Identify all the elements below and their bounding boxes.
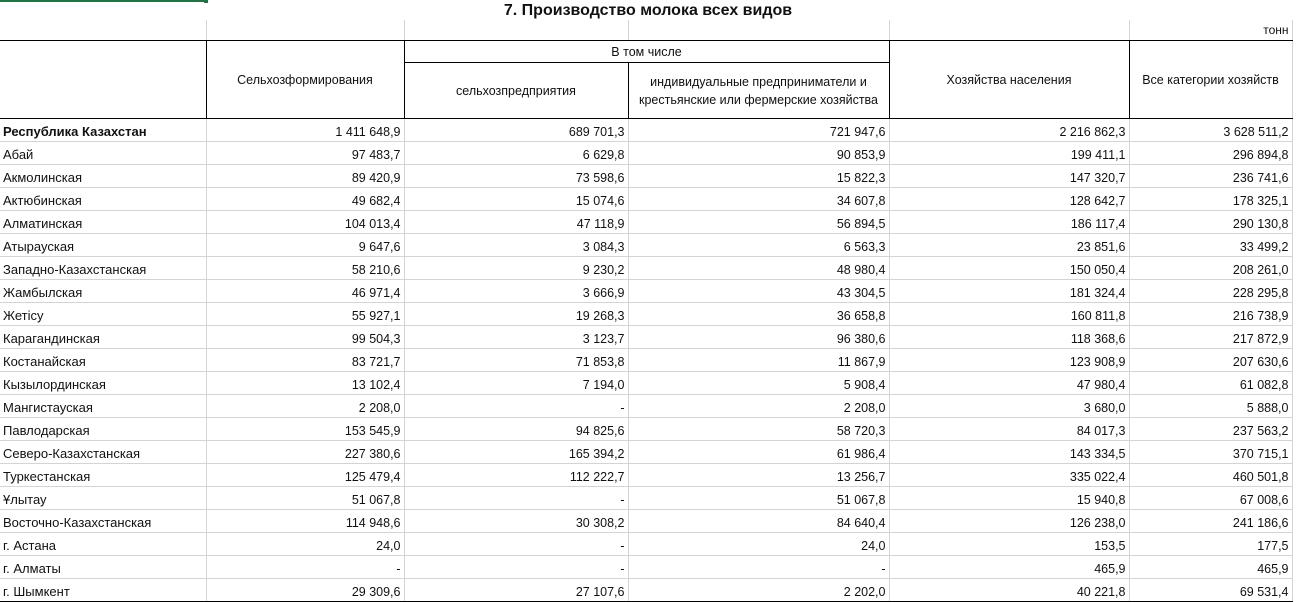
table-row	[0, 533, 1292, 556]
value-cell-agri-formations[interactable]: 29 309,6	[206, 579, 404, 602]
unit-label[interactable]: тонн	[1129, 20, 1292, 41]
value-cell-agri-enterprises[interactable]: 94 825,6	[404, 418, 628, 441]
value-cell-households[interactable]: 186 117,4	[889, 211, 1129, 234]
value-cell-all-categories[interactable]: 216 738,9	[1129, 303, 1292, 326]
region-name-cell[interactable]: Алматинская	[0, 211, 206, 234]
value-cell-all-categories[interactable]: 465,9	[1129, 556, 1292, 579]
empty-cell[interactable]	[0, 20, 206, 41]
table-row	[0, 326, 1292, 349]
region-name-cell[interactable]: Кызылординская	[0, 372, 206, 395]
region-name-cell[interactable]: Мангистауская	[0, 395, 206, 418]
unit-row	[0, 20, 1292, 41]
milk-production-table	[0, 20, 1293, 602]
value-cell-all-categories[interactable]: 290 130,8	[1129, 211, 1292, 234]
value-cell-agri-enterprises[interactable]: 71 853,8	[404, 349, 628, 372]
value-cell-households[interactable]: 15 940,8	[889, 487, 1129, 510]
value-cell-agri-formations[interactable]: 83 721,7	[206, 349, 404, 372]
value-cell-agri-formations[interactable]: 46 971,4	[206, 280, 404, 303]
table-row	[0, 142, 1292, 165]
value-cell-households[interactable]: 3 680,0	[889, 395, 1129, 418]
header-region[interactable]	[0, 41, 206, 119]
table-row	[0, 395, 1292, 418]
value-cell-households[interactable]: 47 980,4	[889, 372, 1129, 395]
value-cell-agri-formations[interactable]: 227 380,6	[206, 441, 404, 464]
table-row	[0, 234, 1292, 257]
value-cell-all-categories[interactable]: 228 295,8	[1129, 280, 1292, 303]
region-name-cell[interactable]: Ұлытау	[0, 487, 206, 510]
table-row	[0, 441, 1292, 464]
value-cell-agri-enterprises[interactable]: 73 598,6	[404, 165, 628, 188]
region-name-cell[interactable]: Абай	[0, 142, 206, 165]
value-cell-agri-enterprises[interactable]: -	[404, 533, 628, 556]
value-cell-all-categories[interactable]: 237 563,2	[1129, 418, 1292, 441]
table-row	[0, 165, 1292, 188]
region-name-cell[interactable]: Туркестанская	[0, 464, 206, 487]
empty-cell[interactable]	[404, 20, 628, 41]
value-cell-agri-formations[interactable]: 51 067,8	[206, 487, 404, 510]
value-cell-all-categories[interactable]: 296 894,8	[1129, 142, 1292, 165]
value-cell-agri-formations[interactable]: 49 682,4	[206, 188, 404, 211]
value-cell-individual-farms[interactable]: 61 986,4	[628, 441, 889, 464]
value-cell-agri-formations[interactable]: 55 927,1	[206, 303, 404, 326]
value-cell-individual-farms[interactable]: 5 908,4	[628, 372, 889, 395]
value-cell-households[interactable]: 23 851,6	[889, 234, 1129, 257]
table-row	[0, 188, 1292, 211]
value-cell-individual-farms[interactable]: 43 304,5	[628, 280, 889, 303]
value-cell-agri-enterprises[interactable]: -	[404, 556, 628, 579]
value-cell-agri-enterprises[interactable]: 3 123,7	[404, 326, 628, 349]
value-cell-agri-enterprises[interactable]: 7 194,0	[404, 372, 628, 395]
value-cell-agri-enterprises[interactable]: 15 074,6	[404, 188, 628, 211]
value-cell-individual-farms[interactable]: 721 947,6	[628, 119, 889, 142]
value-cell-agri-formations[interactable]: 24,0	[206, 533, 404, 556]
region-name-cell[interactable]: Республика Казахстан	[0, 119, 206, 142]
value-cell-individual-farms[interactable]: 90 853,9	[628, 142, 889, 165]
value-cell-agri-enterprises[interactable]: 165 394,2	[404, 441, 628, 464]
value-cell-agri-enterprises[interactable]: 3 084,3	[404, 234, 628, 257]
value-cell-households[interactable]: 335 022,4	[889, 464, 1129, 487]
value-cell-agri-formations[interactable]: 153 545,9	[206, 418, 404, 441]
value-cell-households[interactable]: 123 908,9	[889, 349, 1129, 372]
value-cell-agri-formations[interactable]: -	[206, 556, 404, 579]
region-name-cell[interactable]: Западно-Казахстанская	[0, 257, 206, 280]
value-cell-individual-farms[interactable]: 34 607,8	[628, 188, 889, 211]
value-cell-households[interactable]: 126 238,0	[889, 510, 1129, 533]
value-cell-households[interactable]: 160 811,8	[889, 303, 1129, 326]
table-row	[0, 349, 1292, 372]
empty-cell[interactable]	[628, 20, 889, 41]
value-cell-agri-formations[interactable]: 114 948,6	[206, 510, 404, 533]
value-cell-households[interactable]: 199 411,1	[889, 142, 1129, 165]
value-cell-agri-enterprises[interactable]: 3 666,9	[404, 280, 628, 303]
region-name-cell[interactable]: г. Алматы	[0, 556, 206, 579]
value-cell-individual-farms[interactable]: 6 563,3	[628, 234, 889, 257]
value-cell-individual-farms[interactable]: 15 822,3	[628, 165, 889, 188]
region-name-cell[interactable]: Восточно-Казахстанская	[0, 510, 206, 533]
table-title: 7. Производство молока всех видов	[503, 2, 793, 19]
table-row	[0, 487, 1292, 510]
value-cell-agri-formations[interactable]: 2 208,0	[206, 395, 404, 418]
empty-cell[interactable]	[206, 20, 404, 41]
header-individual-farms[interactable]: индивидуальные предприниматели и крестьянские или фермерские хозяйства	[628, 63, 889, 119]
value-cell-individual-farms[interactable]: 11 867,9	[628, 349, 889, 372]
value-cell-all-categories[interactable]: 241 186,6	[1129, 510, 1292, 533]
value-cell-agri-formations[interactable]: 104 013,4	[206, 211, 404, 234]
value-cell-individual-farms[interactable]: 13 256,7	[628, 464, 889, 487]
table-row	[0, 303, 1292, 326]
value-cell-individual-farms[interactable]: 36 658,8	[628, 303, 889, 326]
value-cell-agri-enterprises[interactable]: -	[404, 395, 628, 418]
value-cell-individual-farms[interactable]: 24,0	[628, 533, 889, 556]
value-cell-all-categories[interactable]: 236 741,6	[1129, 165, 1292, 188]
table-row	[0, 418, 1292, 441]
value-cell-all-categories[interactable]: 460 501,8	[1129, 464, 1292, 487]
table-row	[0, 211, 1292, 234]
table-row	[0, 510, 1292, 533]
value-cell-households[interactable]: 181 324,4	[889, 280, 1129, 303]
value-cell-all-categories[interactable]: 207 630,6	[1129, 349, 1292, 372]
region-name-cell[interactable]: г. Шымкент	[0, 579, 206, 602]
value-cell-all-categories[interactable]: 178 325,1	[1129, 188, 1292, 211]
value-cell-agri-enterprises[interactable]: 6 629,8	[404, 142, 628, 165]
value-cell-all-categories[interactable]: 217 872,9	[1129, 326, 1292, 349]
header-households[interactable]: Хозяйства населения	[889, 41, 1129, 119]
value-cell-all-categories[interactable]: 61 082,8	[1129, 372, 1292, 395]
region-name-cell[interactable]: Костанайская	[0, 349, 206, 372]
header-agri-formations[interactable]: Сельхозформирования	[206, 41, 404, 119]
value-cell-agri-formations[interactable]: 13 102,4	[206, 372, 404, 395]
value-cell-households[interactable]: 147 320,7	[889, 165, 1129, 188]
region-name-cell[interactable]: Карагандинская	[0, 326, 206, 349]
region-name-cell[interactable]: Атырауская	[0, 234, 206, 257]
value-cell-individual-farms[interactable]: 2 208,0	[628, 395, 889, 418]
value-cell-households[interactable]: 84 017,3	[889, 418, 1129, 441]
value-cell-agri-formations[interactable]: 58 210,6	[206, 257, 404, 280]
value-cell-households[interactable]: 465,9	[889, 556, 1129, 579]
value-cell-agri-enterprises[interactable]: 9 230,2	[404, 257, 628, 280]
region-name-cell[interactable]: Жетісу	[0, 303, 206, 326]
region-name-cell[interactable]: Северо-Казахстанская	[0, 441, 206, 464]
region-name-cell[interactable]: г. Астана	[0, 533, 206, 556]
value-cell-agri-formations[interactable]: 97 483,7	[206, 142, 404, 165]
value-cell-individual-farms[interactable]: 84 640,4	[628, 510, 889, 533]
value-cell-households[interactable]: 2 216 862,3	[889, 119, 1129, 142]
value-cell-agri-enterprises[interactable]: 30 308,2	[404, 510, 628, 533]
value-cell-agri-enterprises[interactable]: -	[404, 487, 628, 510]
empty-cell[interactable]	[889, 20, 1129, 41]
header-all-categories[interactable]: Все категории хозяйств	[1129, 41, 1292, 119]
value-cell-individual-farms[interactable]: 96 380,6	[628, 326, 889, 349]
value-cell-agri-formations[interactable]: 9 647,6	[206, 234, 404, 257]
value-cell-agri-enterprises[interactable]: 27 107,6	[404, 579, 628, 602]
table-row	[0, 372, 1292, 395]
value-cell-agri-formations[interactable]: 89 420,9	[206, 165, 404, 188]
value-cell-all-categories[interactable]: 3 628 511,2	[1129, 119, 1292, 142]
value-cell-individual-farms[interactable]: 2 202,0	[628, 579, 889, 602]
value-cell-agri-enterprises[interactable]: 19 268,3	[404, 303, 628, 326]
header-row-1	[0, 41, 1292, 63]
value-cell-individual-farms[interactable]: 58 720,3	[628, 418, 889, 441]
value-cell-households[interactable]: 118 368,6	[889, 326, 1129, 349]
value-cell-all-categories[interactable]: 69 531,4	[1129, 579, 1292, 602]
table-row	[0, 579, 1292, 602]
value-cell-agri-enterprises[interactable]: 112 222,7	[404, 464, 628, 487]
value-cell-households[interactable]: 40 221,8	[889, 579, 1129, 602]
region-name-cell[interactable]: Акмолинская	[0, 165, 206, 188]
header-agri-enterprises[interactable]: сельхозпредприятия	[404, 63, 628, 119]
value-cell-agri-formations[interactable]: 99 504,3	[206, 326, 404, 349]
table-row	[0, 280, 1292, 303]
value-cell-all-categories[interactable]: 208 261,0	[1129, 257, 1292, 280]
value-cell-agri-enterprises[interactable]: 47 118,9	[404, 211, 628, 234]
value-cell-all-categories[interactable]: 5 888,0	[1129, 395, 1292, 418]
region-name-cell[interactable]: Павлодарская	[0, 418, 206, 441]
value-cell-households[interactable]: 128 642,7	[889, 188, 1129, 211]
header-including-group[interactable]: В том числе	[404, 41, 889, 63]
value-cell-agri-formations[interactable]: 1 411 648,9	[206, 119, 404, 142]
value-cell-agri-formations[interactable]: 125 479,4	[206, 464, 404, 487]
table-row	[0, 556, 1292, 579]
table-row	[0, 119, 1292, 142]
value-cell-all-categories[interactable]: 177,5	[1129, 533, 1292, 556]
value-cell-agri-enterprises[interactable]: 689 701,3	[404, 119, 628, 142]
value-cell-households[interactable]: 143 334,5	[889, 441, 1129, 464]
value-cell-individual-farms[interactable]: 51 067,8	[628, 487, 889, 510]
value-cell-all-categories[interactable]: 67 008,6	[1129, 487, 1292, 510]
value-cell-individual-farms[interactable]: 56 894,5	[628, 211, 889, 234]
value-cell-all-categories[interactable]: 33 499,2	[1129, 234, 1292, 257]
value-cell-individual-farms[interactable]: 48 980,4	[628, 257, 889, 280]
value-cell-all-categories[interactable]: 370 715,1	[1129, 441, 1292, 464]
value-cell-households[interactable]: 150 050,4	[889, 257, 1129, 280]
region-name-cell[interactable]: Актюбинская	[0, 188, 206, 211]
value-cell-households[interactable]: 153,5	[889, 533, 1129, 556]
table-row	[0, 464, 1292, 487]
value-cell-individual-farms[interactable]: -	[628, 556, 889, 579]
region-name-cell[interactable]: Жамбылская	[0, 280, 206, 303]
table-row	[0, 257, 1292, 280]
